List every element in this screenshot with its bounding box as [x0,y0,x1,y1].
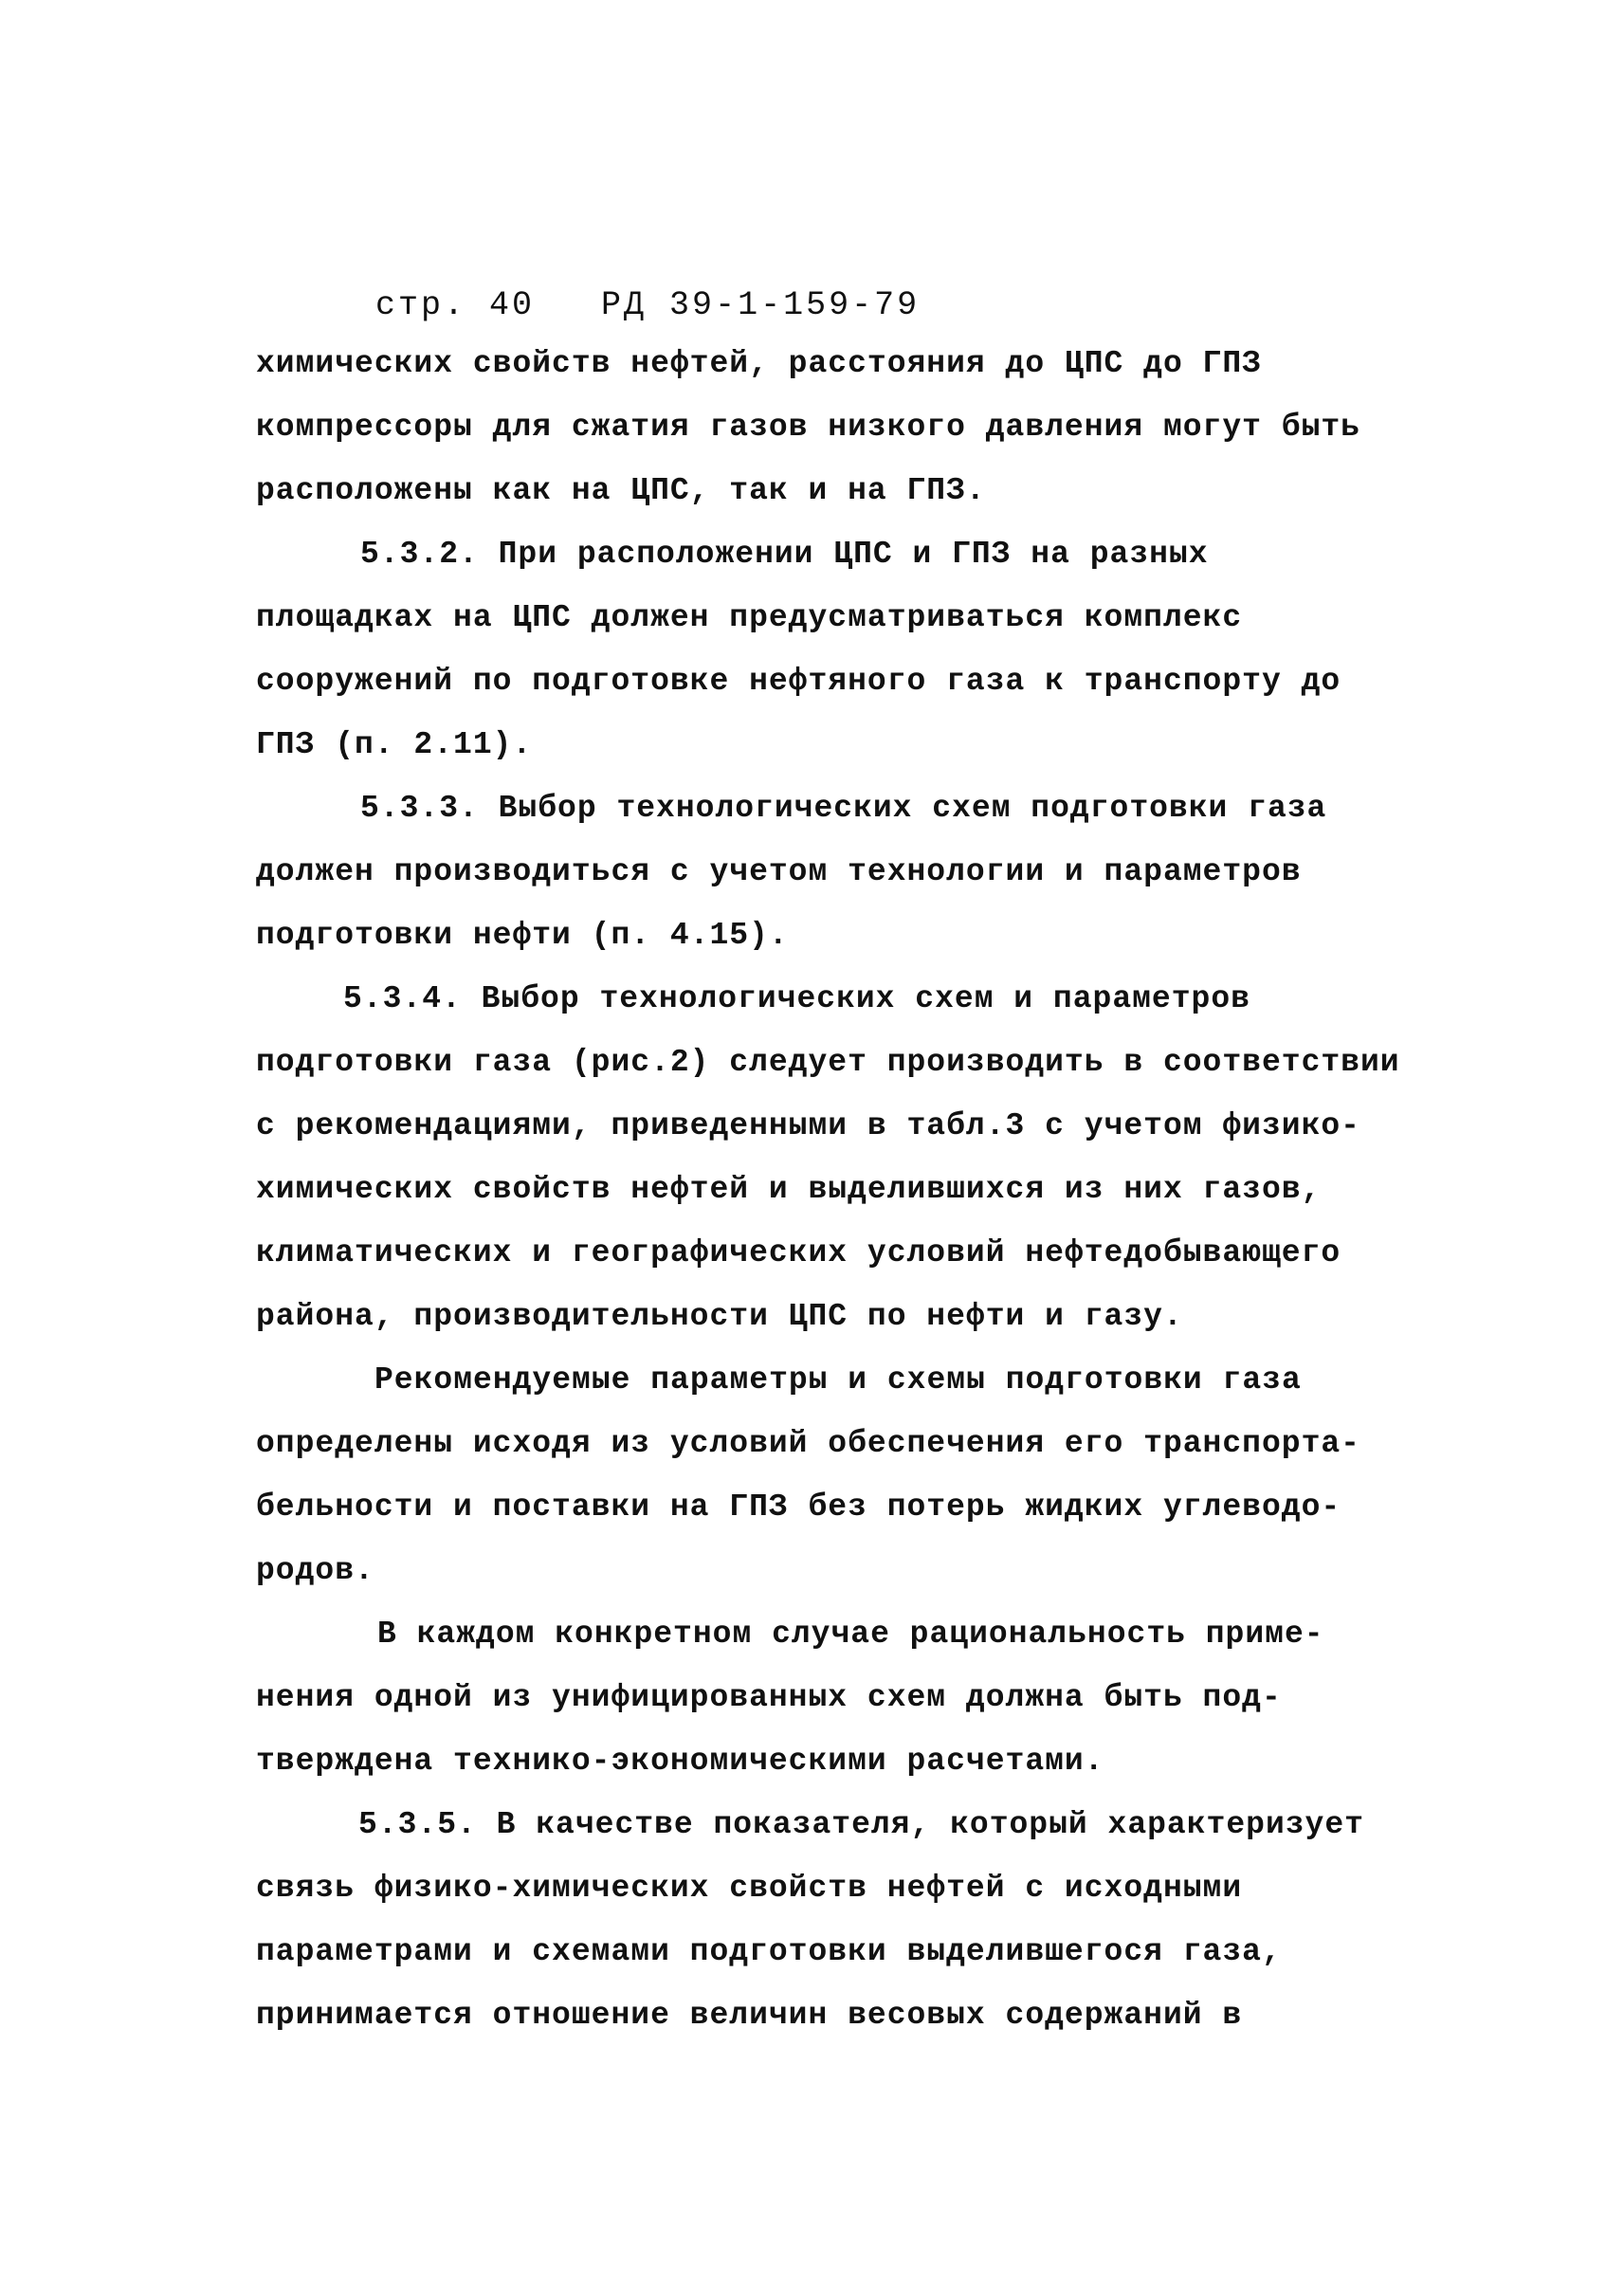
document-code: РД 39-1-159-79 [601,286,921,324]
text-line: подготовки нефти (п. 4.15). [256,918,789,953]
section-5-3-2-heading-line: 5.3.2. При расположении ЦПС и ГПЗ на разных [360,537,1209,572]
section-5-3-3-heading-line: 5.3.3. Выбор технологических схем подготовки газа [360,791,1327,826]
text-line: химических свойств нефтей, расстояния до ЦПС до ГПЗ [256,346,1262,381]
text-line: сооружений по подготовке нефтяного газа к транспорту до [256,664,1341,699]
section-5-3-4-heading-line: 5.3.4. Выбор технологических схем и параметров [343,981,1250,1016]
text-line: бельности и поставки на ГПЗ без потерь жидких углеводо- [256,1489,1341,1525]
text-line: параметрами и схемами подготовки выделившегося газа, [256,1934,1282,1969]
text-line: принимается отношение величин весовых содержаний в [256,1998,1243,2033]
paragraph-start-line: В каждом конкретном случае рациональность приме- [377,1617,1324,1652]
section-5-3-5-heading-line: 5.3.5. В качестве показателя, который характеризует [358,1807,1364,1842]
text-line: должен производиться с учетом технологии и параметров [256,854,1302,889]
paragraph-start-line: Рекомендуемые параметры и схемы подготовки газа [374,1362,1302,1398]
page-number-label: стр. 40 [375,286,536,324]
text-line: климатических и географических условий нефтедобывающего [256,1235,1341,1270]
text-line: родов. [256,1553,374,1588]
text-line: расположены как на ЦПС, так и на ГПЗ. [256,473,986,508]
text-line: района, производительности ЦПС по нефти и газу. [256,1299,1183,1334]
page-header [284,248,920,362]
text-line: химических свойств нефтей и выделившихся из них газов, [256,1172,1322,1207]
text-line: тверждена технико-экономическими расчетами. [256,1744,1104,1779]
text-line: определены исходя из условий обеспечения его транспорта- [256,1426,1360,1461]
text-line: ГПЗ (п. 2.11). [256,727,533,762]
text-line: нения одной из унифицированных схем должна быть под- [256,1680,1282,1715]
text-line: с рекомендациями, приведенными в табл.3 с учетом физико- [256,1108,1360,1143]
text-line: компрессоры для сжатия газов низкого давления могут быть [256,410,1360,445]
text-line: подготовки газа (рис.2) следует производить в соответствии [256,1045,1400,1080]
text-line: связь физико-химических свойств нефтей с исходными [256,1871,1243,1906]
text-line: площадках на ЦПС должен предусматриваться комплекс [256,600,1243,635]
